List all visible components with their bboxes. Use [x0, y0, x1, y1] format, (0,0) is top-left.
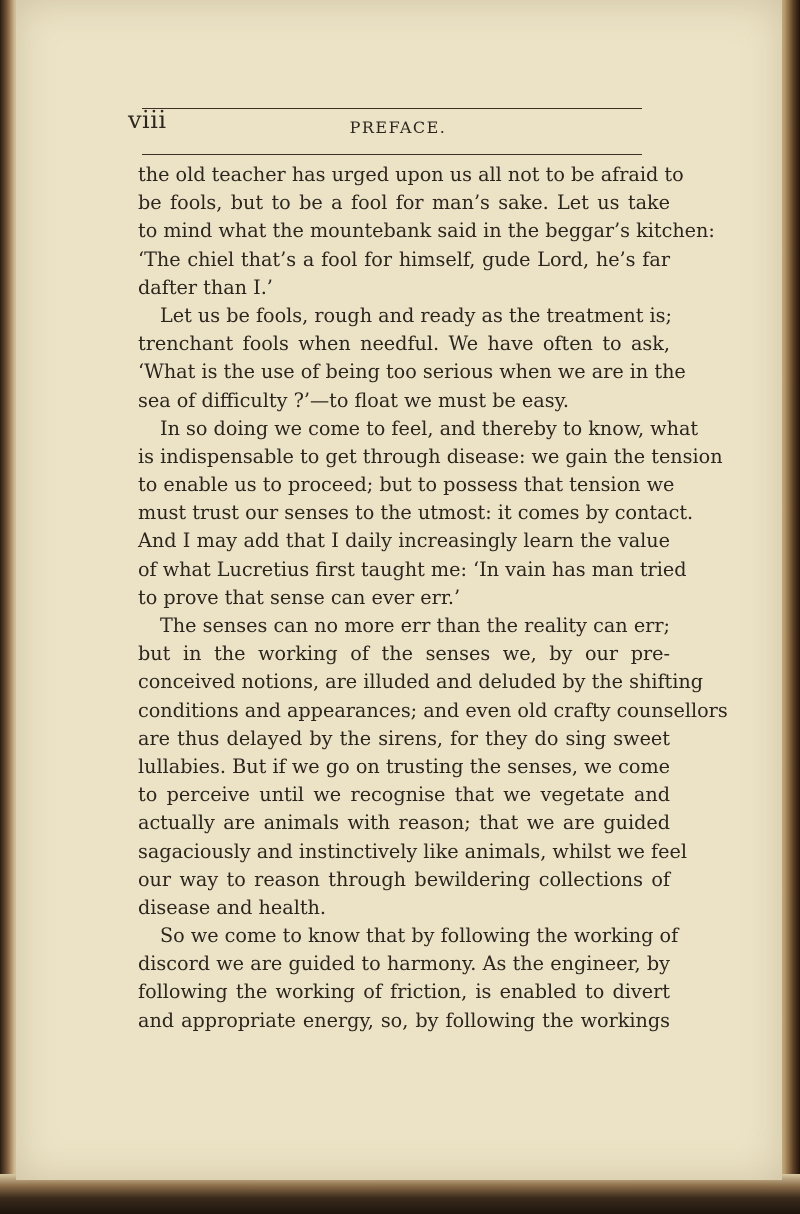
text-line: In so doing we come to feel, and thereby to know, what	[160, 416, 699, 440]
text-line: is indispensable to get through disease: we gain the tension	[138, 444, 723, 468]
header-rule-bottom	[142, 154, 642, 155]
page-number: viii	[128, 106, 167, 134]
text-line: discord we are guided to harmony. As the engineer, by	[138, 952, 670, 976]
text-line: must trust our senses to the utmost: it comes by contact.	[138, 501, 694, 525]
text-line: ‘What is the use of being too serious when we are in the	[138, 360, 686, 384]
text-line: following the working of friction, is enabled to divert	[138, 980, 670, 1004]
text-line: disease and health.	[138, 895, 326, 919]
text-line: to mind what the mountebank said in the beggar’s kitchen:	[138, 219, 715, 243]
text-line: trenchant fools when needful. We have often to ask,	[138, 332, 670, 356]
running-head: PREFACE.	[349, 118, 447, 137]
text-line: but in the working of the senses we, by our pre-	[138, 642, 670, 666]
text-line: conditions and appearances; and even old crafty counsellors	[138, 698, 728, 722]
body-text	[138, 161, 728, 1035]
header-rule-top	[142, 108, 642, 109]
text-line: our way to reason through bewildering collections of	[138, 867, 670, 891]
text-line: Let us be fools, rough and ready as the treatment is;	[160, 303, 672, 327]
text-line: And I may add that I daily increasingly learn the value	[138, 529, 670, 553]
text-line: lullabies. But if we go on trusting the senses, we come	[138, 754, 670, 778]
text-line: to prove that sense can ever err.’	[138, 585, 461, 609]
text-line: actually are animals with reason; that we are guided	[138, 811, 670, 835]
book-bottom-edge	[0, 1174, 800, 1214]
text-line: of what Lucretius first taught me: ‘In vain has man tried	[138, 557, 687, 581]
text-line: So we come to know that by following the working of	[160, 924, 679, 948]
text-line: the old teacher has urged upon us all not to be afraid to	[138, 163, 684, 186]
text-line: and appropriate energy, so, by following the workings	[138, 1008, 670, 1032]
text-line: to enable us to proceed; but to possess that tension we	[138, 473, 675, 497]
text-line: sagaciously and instinctively like animals, whilst we feel	[138, 839, 687, 863]
text-line: The senses can no more err than the reality can err;	[160, 614, 670, 637]
text-line: ‘The chiel that’s a fool for himself, gude Lord, he’s far	[138, 247, 670, 271]
text-line: to perceive until we recognise that we vegetate and	[138, 783, 670, 807]
text-line: sea of difficulty ?’—to float we must be easy.	[138, 388, 569, 412]
page-header	[128, 96, 668, 158]
text-line: are thus delayed by the sirens, for they do sing sweet	[138, 726, 670, 750]
text-line: be fools, but to be a fool for man’s sake. Let us take	[138, 191, 670, 215]
text-line: dafter than I.’	[138, 275, 273, 299]
text-line: conceived notions, are illuded and deluded by the shifting	[138, 670, 704, 694]
